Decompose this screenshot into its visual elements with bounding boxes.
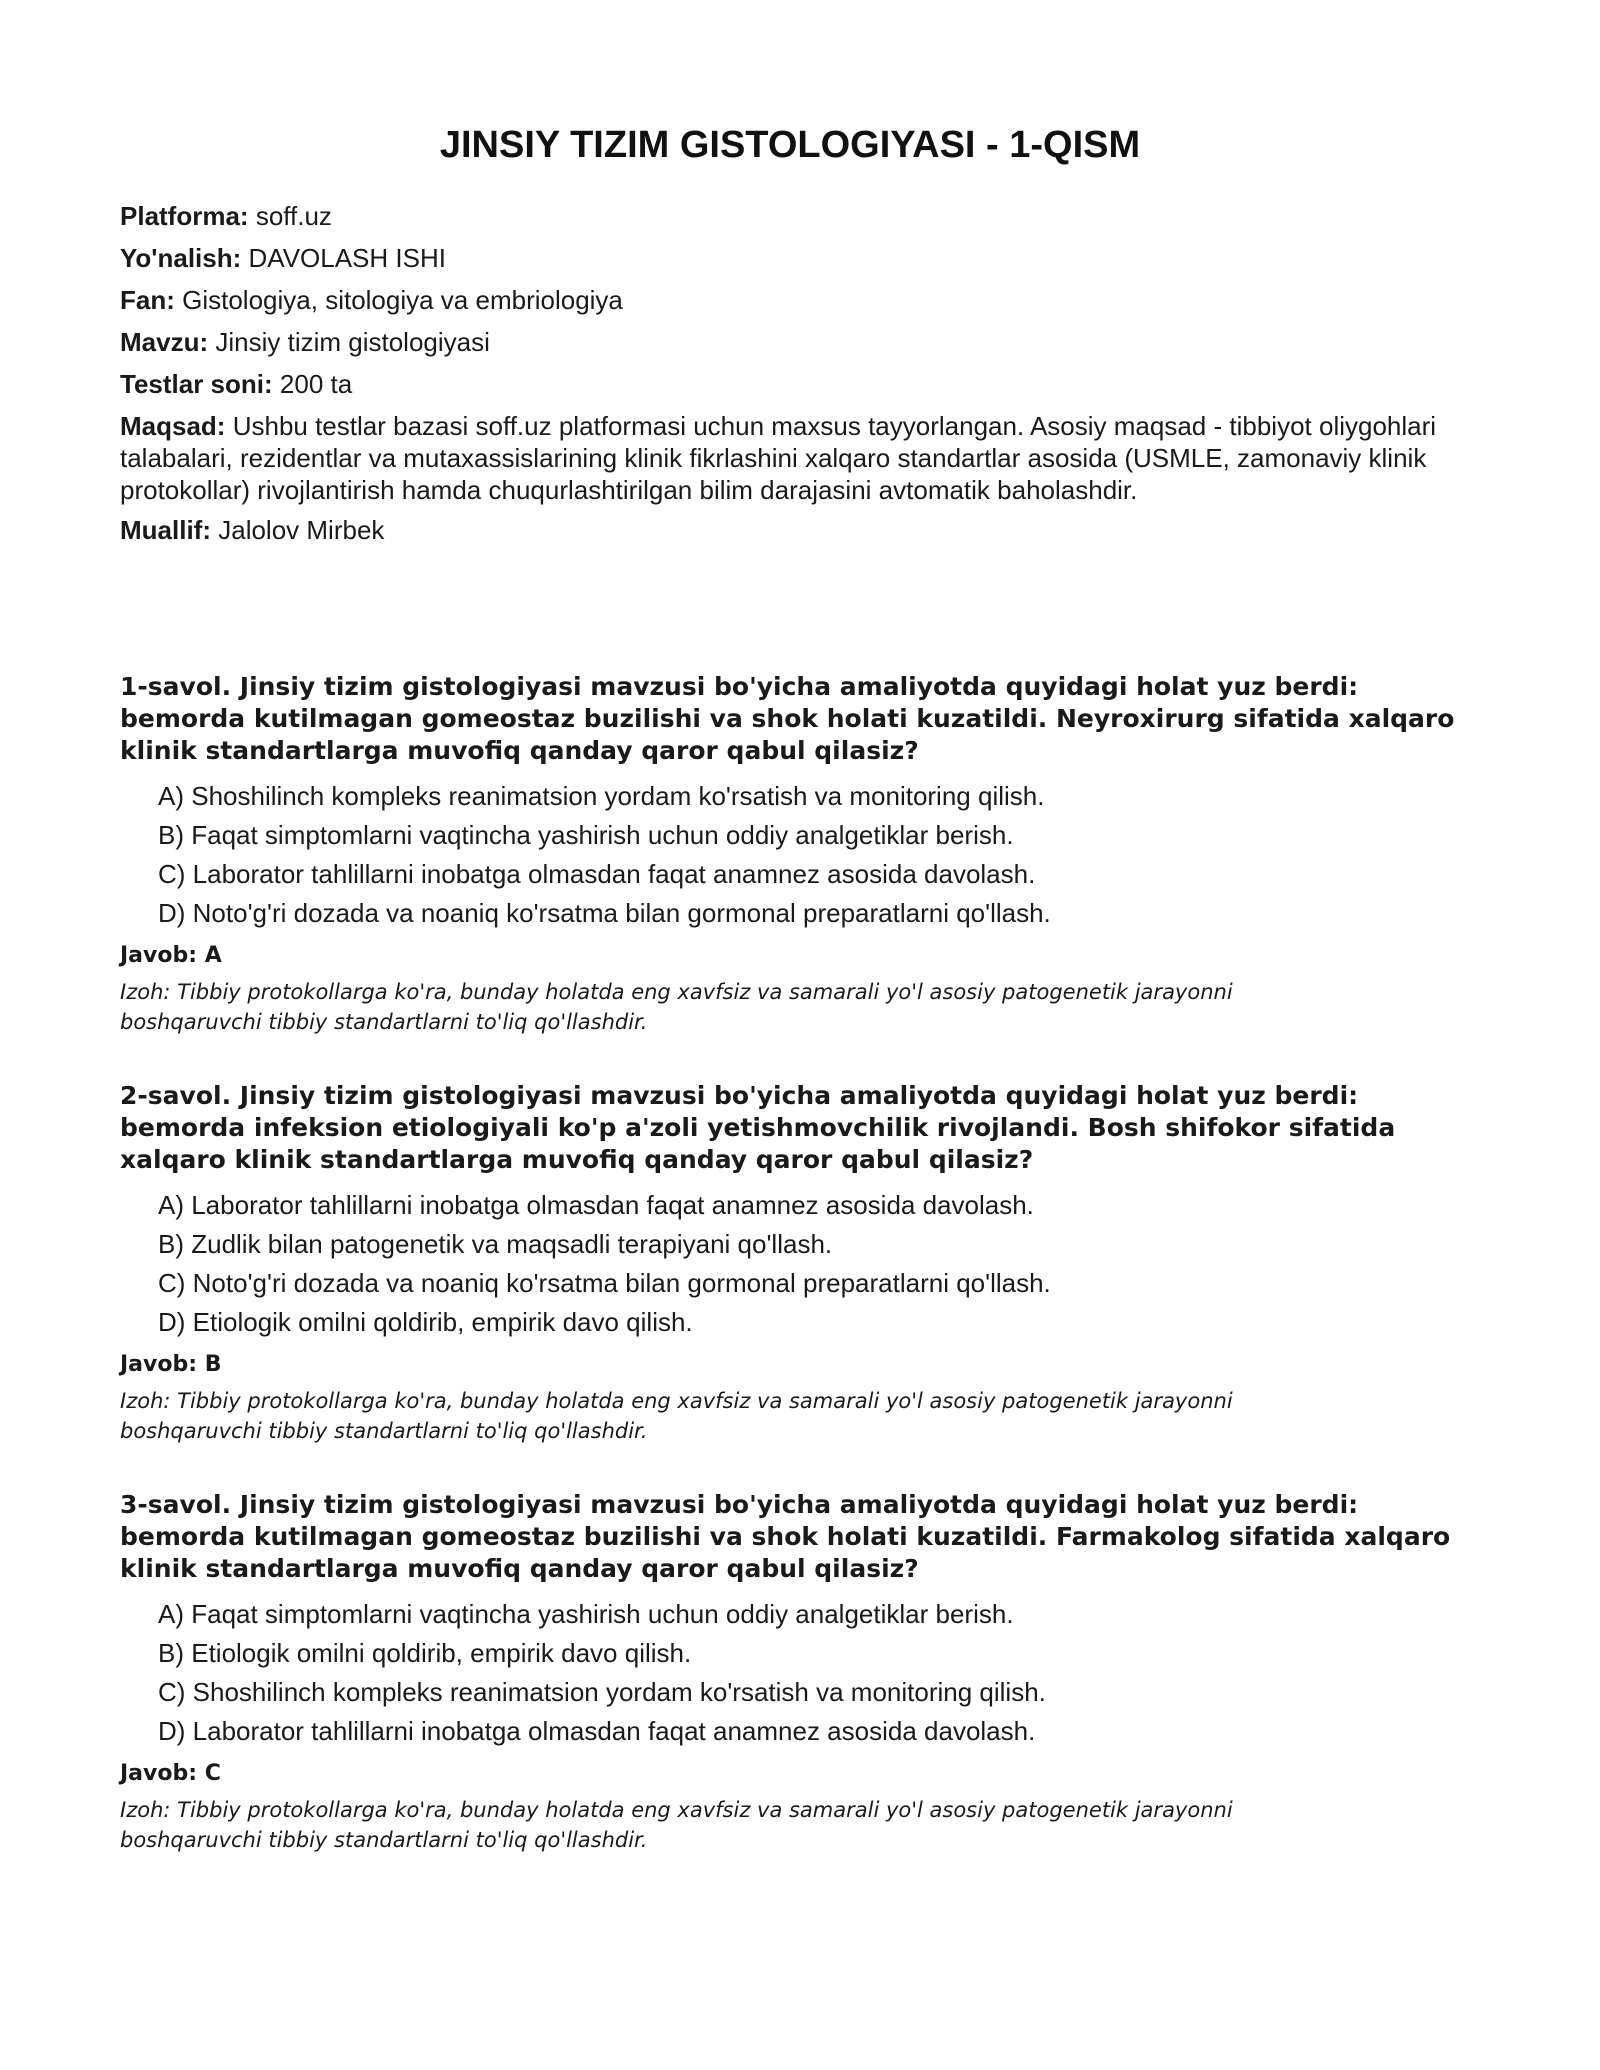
answer-option: C) Noto'g'ri dozada va noaniq ko'rsatma bilan gormonal preparatlarni qo'llash. [158,1268,1051,1298]
question-list [120,671,1460,1898]
answer-option: B) Faqat simptomlarni vaqtincha yashirish uchun oddiy analgetiklar berish. [158,820,1014,850]
meta-direction [120,242,1460,274]
meta-label: Fan: [120,285,175,315]
answer-option: A) Faqat simptomlarni vaqtincha yashirish uchun oddiy analgetiklar berish. [158,1599,1014,1629]
answer-explanation: Izoh: Tibbiy protokollarga ko'ra, bunday holatda eng xavfsiz va samarali yo'l asosiy patogenetik jarayonni boshqaruvchi tibbiy standartlarni to'liq qo'llashdir. [120,1798,1233,1852]
answer-option: B) Etiologik omilni qoldirib, empirik davo qilish. [158,1638,692,1668]
answer-option: D) Noto'g'ri dozada va noaniq ko'rsatma bilan gormonal preparatlarni qo'llash. [158,898,1051,928]
meta-value: Ushbu testlar bazasi soff.uz platformasi uchun maxsus tayyorlangan. Asosiy maqsad - tibbiyot oliygohlari talabalari, rezidentlar va mutaxassislarining klinik fikrlashini xalqaro standartlar asosida (USMLE, zamonaviy klinik protokollar) rivojlantirish hamda chuqurlashtirilgan bilim darajasini avtomatik baholashdir. [120,411,1437,505]
answer-option: D) Etiologik omilni qoldirib, empirik davo qilish. [158,1307,693,1337]
meta-subject [120,284,1460,316]
meta-platform [120,200,1460,232]
question-block [120,1080,1460,1489]
answer-options [158,1186,1460,1342]
meta-label: Muallif: [120,515,211,545]
answer-option: B) Zudlik bilan patogenetik va maqsadli terapiyani qo'llash. [158,1229,833,1259]
answer-options [158,777,1460,933]
question-text: 2-savol. Jinsiy tizim gistologiyasi mavzusi bo'yicha amaliyotda quyidagi holat yuz berdi: bemorda infeksion etiologiyali ko'p a'zoli yetishmovchilik rivojlandi. Bosh shifokor sifatida xalqaro klinik standartlarga muvofiq qanday qaror qabul qilasiz? [120,1081,1396,1174]
answer-option: A) Laborator tahlillarni inobatga olmasdan faqat anamnez asosida davolash. [158,1190,1034,1220]
question-text: 1-savol. Jinsiy tizim gistologiyasi mavzusi bo'yicha amaliyotda quyidagi holat yuz berdi: bemorda kutilmagan gomeostaz buzilishi va shok holati kuzatildi. Neyroxirurg sifatida xalqaro klinik standartlarga muvofiq qanday qaror qabul qilasiz? [120,672,1455,765]
meta-value: Jalolov Mirbek [218,515,385,545]
meta-author [120,514,1460,546]
question-block [120,671,1460,1080]
meta-label: Mavzu: [120,327,209,357]
answer-options [158,1595,1460,1751]
question-text: 3-savol. Jinsiy tizim gistologiyasi mavzusi bo'yicha amaliyotda quyidagi holat yuz berdi: bemorda kutilmagan gomeostaz buzilishi va shok holati kuzatildi. Farmakolog sifatida xalqaro klinik standartlarga muvofiq qanday qaror qabul qilasiz? [120,1490,1451,1583]
answer-option: A) Shoshilinch kompleks reanimatsion yordam ko'rsatish va monitoring qilish. [158,781,1045,811]
meta-value: Gistologiya, sitologiya va embriologiya [182,285,623,315]
document-title: JINSIY TIZIM GISTOLOGIYASI - 1-QISM [439,124,1141,166]
meta-label: Testlar soni: [120,369,273,399]
question-block [120,1489,1460,1898]
answer-option: C) Shoshilinch kompleks reanimatsion yordam ko'rsatish va monitoring qilish. [158,1677,1046,1707]
metadata-section [120,200,1460,556]
correct-answer: Javob: B [120,1352,222,1377]
answer-option: D) Laborator tahlillarni inobatga olmasdan faqat anamnez asosida davolash. [158,1716,1036,1746]
meta-test-count [120,368,1460,400]
meta-value: soff.uz [255,201,332,231]
meta-purpose [120,410,1460,506]
correct-answer: Javob: A [120,943,222,968]
meta-value: 200 ta [279,369,353,399]
meta-value: DAVOLASH ISHI [248,243,446,273]
answer-explanation: Izoh: Tibbiy protokollarga ko'ra, bunday holatda eng xavfsiz va samarali yo'l asosiy patogenetik jarayonni boshqaruvchi tibbiy standartlarni to'liq qo'llashdir. [120,980,1233,1034]
meta-label: Platforma: [120,201,249,231]
answer-explanation: Izoh: Tibbiy protokollarga ko'ra, bunday holatda eng xavfsiz va samarali yo'l asosiy patogenetik jarayonni boshqaruvchi tibbiy standartlarni to'liq qo'llashdir. [120,1389,1233,1443]
meta-label: Yo'nalish: [120,243,242,273]
correct-answer: Javob: C [120,1761,221,1786]
meta-value: Jinsiy tizim gistologiyasi [215,327,490,357]
meta-topic [120,326,1460,358]
meta-label: Maqsad: [120,411,226,441]
answer-option: C) Laborator tahlillarni inobatga olmasdan faqat anamnez asosida davolash. [158,859,1036,889]
